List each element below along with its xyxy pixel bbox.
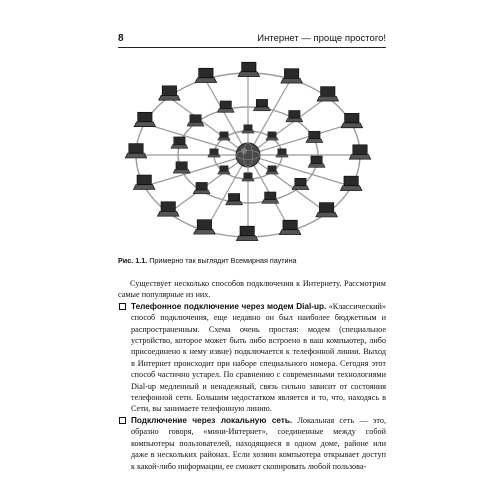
header-rule — [118, 47, 386, 48]
laptop-icon — [279, 220, 301, 234]
laptop-icon — [349, 145, 371, 159]
list-item-lan — [118, 415, 386, 472]
page-body — [118, 278, 386, 472]
laptop-icon — [157, 202, 179, 216]
laptop-icon — [133, 175, 155, 189]
laptop-icon — [292, 178, 309, 189]
caption-text: Примерно так выглядит Всемирная паутина — [147, 256, 297, 265]
running-title: Интернет — проще простого! — [257, 33, 386, 44]
laptop-icon — [208, 149, 221, 157]
laptop-icon — [125, 144, 147, 158]
laptop-icon — [195, 68, 217, 82]
page-number: 8 — [118, 33, 124, 44]
item-text: Локальная сеть — это, образно говоря, «мини-Интернет», соединенные между собой компьютеры пользователей, находящиеся в одном доме, районе или даже в нескольких районах. Если хозяин компьютера открывает доступ к какой-либо информации, ее сможет скопировать любой пользова- — [131, 415, 386, 471]
network-web-illustration — [118, 55, 386, 250]
laptop-icon — [340, 176, 362, 190]
globe-icon — [236, 143, 260, 167]
laptop-icon — [236, 226, 258, 240]
laptop-icon — [281, 69, 303, 83]
figure-world-wide-web — [118, 55, 386, 250]
laptop-icon — [317, 87, 339, 101]
laptop-icon — [242, 125, 255, 133]
list-item-dialup — [118, 301, 386, 415]
checkbox-bullet-icon — [119, 417, 126, 424]
laptop-icon — [276, 149, 289, 157]
item-title: Телефонное подключение через модем Dial-up. — [131, 301, 327, 311]
page-header — [118, 33, 386, 49]
laptop-icon — [242, 173, 255, 181]
laptop-icon — [173, 162, 190, 173]
laptop-icon — [159, 86, 181, 100]
laptop-icon — [238, 62, 260, 76]
laptop-icon — [194, 220, 216, 234]
checkbox-bullet-icon — [119, 303, 126, 310]
laptop-icon — [308, 156, 325, 167]
caption-label: Рис. 1.1. — [118, 256, 148, 265]
laptop-icon — [226, 193, 243, 204]
laptop-icon — [341, 113, 363, 127]
laptop-icon — [217, 101, 234, 112]
laptop-icon — [134, 112, 156, 126]
intro-paragraph: Существует несколько способов подключения к Интернету. Рассмотрим самые популярные из них. — [118, 279, 386, 300]
figure-caption — [118, 256, 388, 265]
item-text: «Классический» способ подключения, еще недавно он был наиболее бюджетным и распространенным. Схема очень простая: модем (специальное устройство, которое может быть либо встроено в ваш компьютер, либо присоединено к нему извне) подключается к телефонной линии. Выход в Интернет происходит при наборе специального номера. Сегодня этот способ частично устарел. По сравнению с современными технологиями Dial-up медленный и ненадежный, связь сильно зависит от состояния телефонной сети. Большим недостатком является и то, что, находясь в Сети, вы занимаете телефонную линию. — [131, 301, 386, 414]
item-title: Подключение через локальную сеть. — [131, 415, 293, 425]
laptop-icon — [262, 192, 279, 203]
laptop-icon — [316, 203, 338, 217]
laptop-icon — [253, 99, 270, 110]
laptop-icon — [171, 137, 188, 148]
